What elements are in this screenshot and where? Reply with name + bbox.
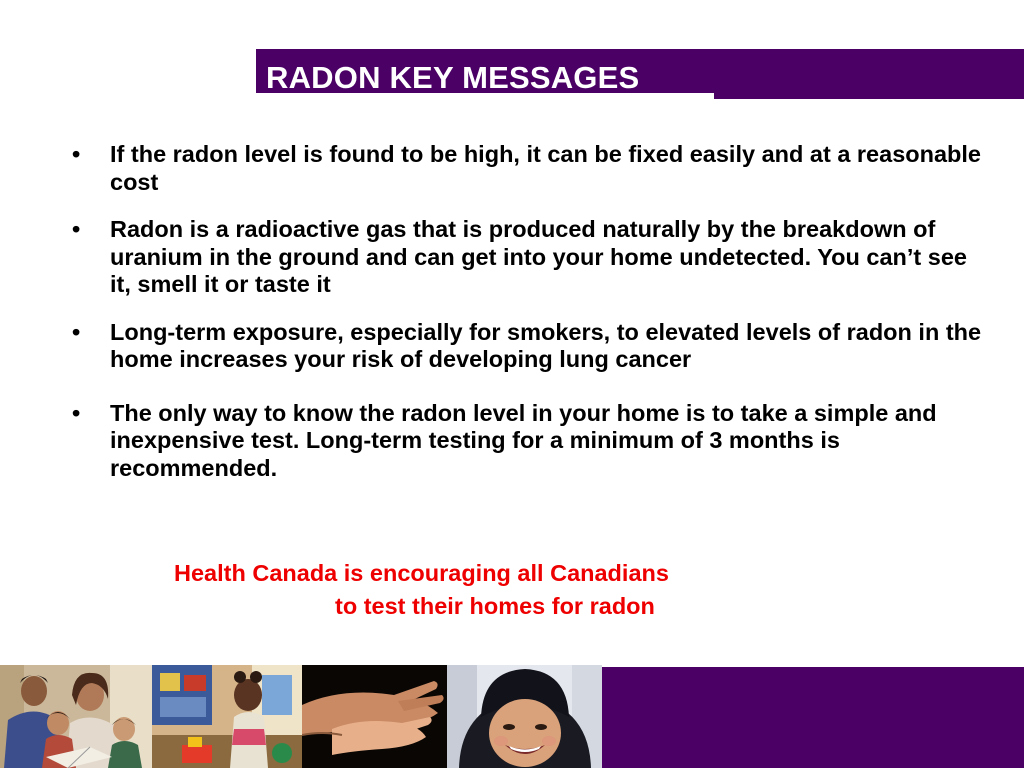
bullet-text: Radon is a radioactive gas that is produced naturally by the breakdown of uranium in the ground and can get into your home undetected. You can’t see it, smell it or taste it: [110, 216, 967, 297]
photo-strip: [0, 665, 1024, 768]
child-winter-hat-photo: [447, 665, 602, 768]
callout-line-2: to test their homes for radon: [335, 593, 655, 619]
photo-strip-accent-band: [602, 667, 1024, 768]
list-item: [60, 141, 990, 196]
bullet-icon: •: [72, 141, 81, 167]
key-messages-list: [60, 141, 990, 482]
bullet-text: Long-term exposure, especially for smokers, to elevated levels of radon in the home increases your risk of developing lung cancer: [110, 318, 982, 372]
bullet-text: If the radon level is found to be high, it can be fixed easily and at a reasonable cost: [110, 141, 982, 195]
bullet-icon: •: [72, 216, 81, 242]
family-reading-photo: [0, 665, 152, 768]
list-item: [60, 319, 990, 374]
callout-line-1: Health Canada is encouraging all Canadians: [174, 560, 669, 586]
bullet-icon: •: [72, 399, 81, 426]
slide-title: RADON KEY MESSAGES: [266, 60, 640, 95]
hands-photo: [302, 665, 447, 768]
child-playing-photo: [152, 665, 302, 768]
bullet-text: The only way to know the radon level in your home is to take a simple and inexpensive test. Long-term testing for a minimum of 3 months is recommended.: [110, 399, 937, 481]
list-item: [60, 216, 990, 299]
bullet-icon: •: [72, 318, 81, 345]
list-item: [60, 400, 990, 483]
